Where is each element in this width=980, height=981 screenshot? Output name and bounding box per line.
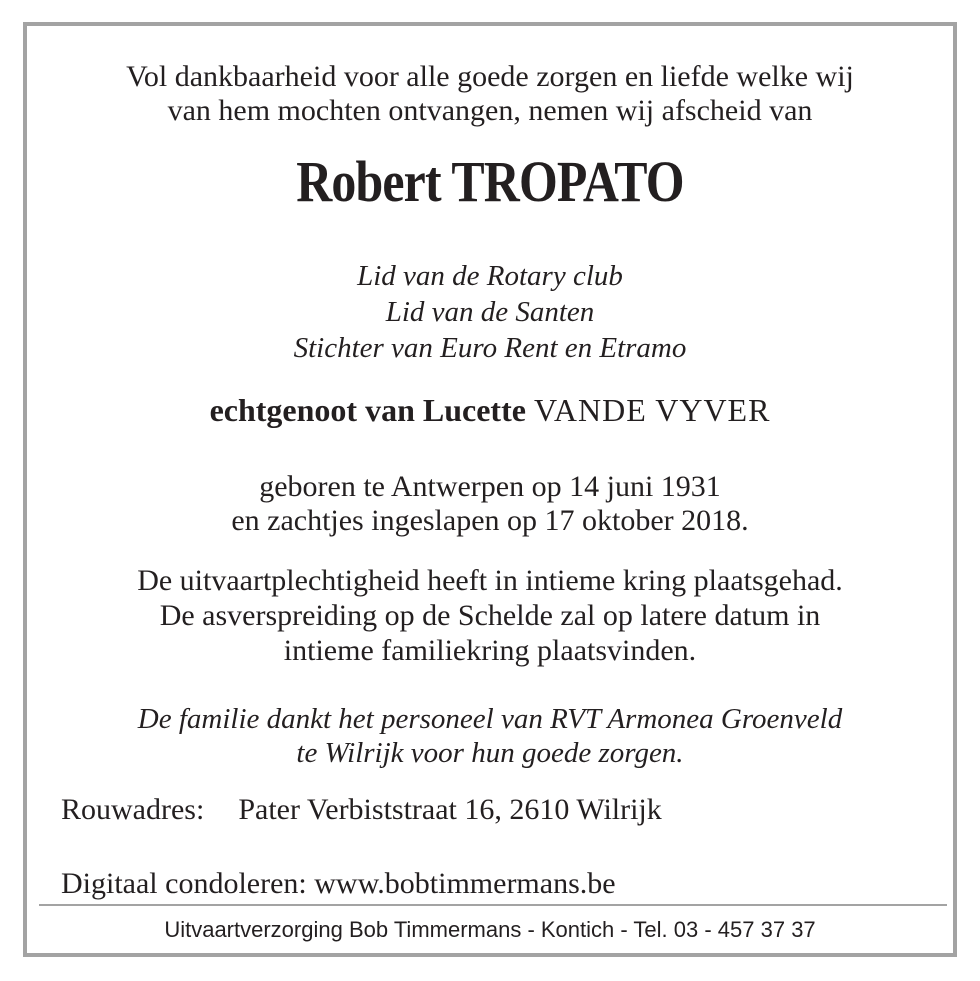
roles-list [27,258,953,366]
footer-divider [39,904,947,906]
intro-line-2: van hem mochten ontvangen, nemen wij afscheid van [167,94,813,127]
intro-line-1: Vol dankbaarheid voor alle goede zorgen en liefde welke wij [126,60,854,93]
obituary-frame [23,22,957,957]
mourning-address [61,792,662,828]
thanks-line-2: te Wilrijk voor hun goede zorgen. [296,737,684,769]
ceremony-line-3: intieme familiekring plaatsvinden. [283,634,697,667]
intro-text [27,60,953,128]
role-item: Lid van de Rotary club [357,260,623,292]
birth-line: geboren te Antwerpen op 14 juni 1931 [259,470,721,503]
ceremony-line-2: De asverspreiding op de Schelde zal op latere datum in [159,599,821,632]
spouse-line [27,390,953,430]
life-dates [27,470,953,538]
funeral-home-footer: Uitvaartverzorging Bob Timmermans - Kontich - Tel. 03 - 457 37 37 [164,917,816,942]
role-item: Lid van de Santen [385,296,595,328]
thanks-line-1: De familie dankt het personeel van RVT Armonea Groenveld [137,703,843,735]
spouse-surname: VANDE VYVER [533,392,771,428]
role-item: Stichter van Euro Rent en Etramo [293,332,687,364]
deceased-name: Robert TROPATO [296,149,684,214]
ceremony-line-1: De uitvaartplechtigheid heeft in intieme kring plaatsgehad. [137,564,843,597]
address-label: Rouwadres: [61,793,205,826]
address-value: Pater Verbiststraat 16, 2610 Wilrijk [238,793,662,826]
ceremony-text [27,563,953,668]
thanks-text [27,702,953,770]
death-line: en zachtjes ingeslapen op 17 oktober 2018. [231,504,749,537]
spouse-prefix: echtgenoot van Lucette [209,392,526,428]
condolence-line: Digitaal condoleren: www.bobtimmermans.be [61,867,616,900]
